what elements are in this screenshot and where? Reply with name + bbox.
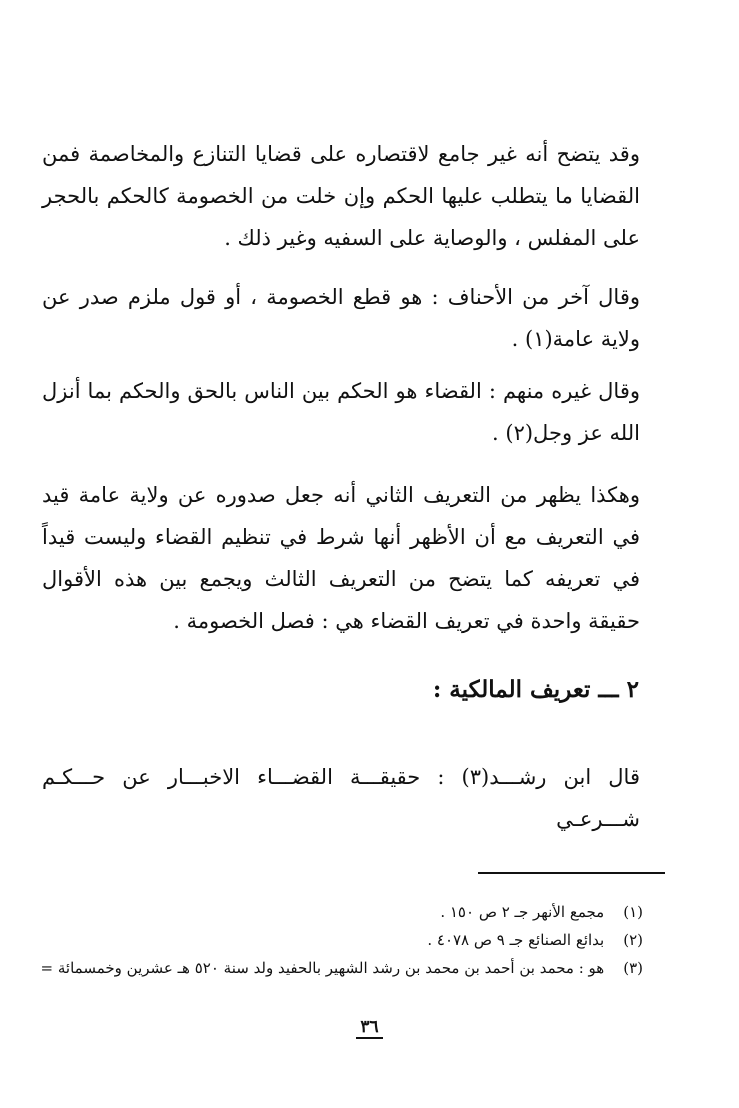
footnote-3 [30,957,643,979]
paragraph-2: وقال آخر من الأحناف : هو قطع الخصومة ، أو قول ملزم صدر عن ولاية عامة(١) . [42,285,640,351]
page-number-text: ٣٦ [356,1017,382,1039]
footnote-text: هو : محمد بن أحمد بن محمد بن رشد الشهير بالحفيد ولد سنة ٥٢٠ هـ عشرين وخمسمائة = [40,959,605,977]
footnote-number: (٢) [623,931,643,949]
footnote-text: مجمع الأنهر جـ ٢ ص ١٥٠ . [440,903,605,921]
footnote-divider [478,872,665,874]
paragraph-4: وهكذا يظهر من التعريف الثاني أنه جعل صدوره عن ولاية عامة قيد في التعريف مع أن الأظهر أنها شرط في تنظيم القضاء وليست قيداً في تعريفه كما يتضح من التعريف الثالث ويجمع بين هذه الأقوال حقيقة واحدة في تعريف القضاء هي : فصل الخصومة . [42,483,640,633]
footnote-number: (١) [623,903,643,921]
footnote-1 [30,901,643,923]
section-heading: ٢ ـــ تعريف المالكية : [432,676,639,703]
footnote-text: بدائع الصنائع جـ ٩ ص ٤٠٧٨ . [427,931,605,949]
footnote-2 [30,929,643,951]
paragraph-1: وقد يتضح أنه غير جامع لاقتصاره على قضايا التنازع والمخاصمة فمن القضايا ما يتطلب عليها الحكم وإن خلت من الخصومة كالحكم بالحجر على المفلس ، والوصاية على السفيه وغير ذلك . [42,142,640,250]
page-number [0,1017,739,1039]
paragraph-3: وقال غيره منهم : القضاء هو الحكم بين الناس بالحق والحكم بما أنزل الله عز وجل(٢) . [42,379,640,445]
footnote-number: (٣) [623,959,643,977]
paragraph-5: قال ابن رشـــد(٣) : حقيقـــة القضـــاء الاخبـــار عن حـــكـم شـــرعـي [42,765,640,831]
